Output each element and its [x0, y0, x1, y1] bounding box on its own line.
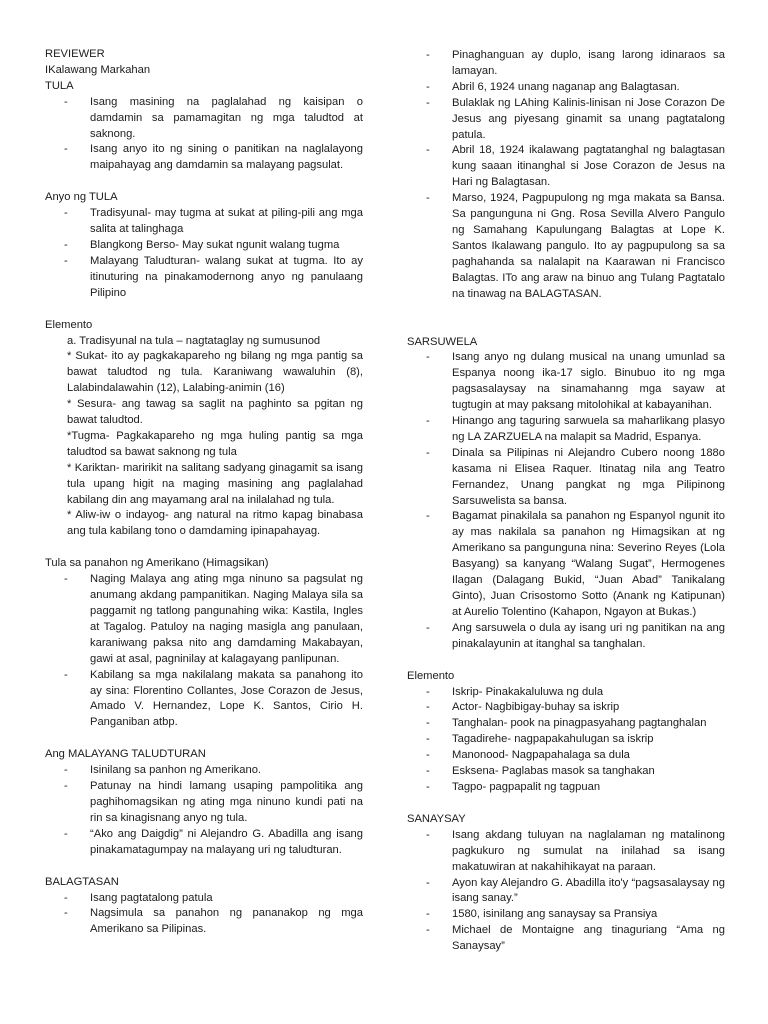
- list-item: - Malayang Taludturan- walang sukat at tugma. Ito ay itinuturing na pinakamodernong anyo ng panulaang Pilipino: [45, 254, 363, 302]
- sanaysay-list: [407, 828, 725, 955]
- list-item: - “Ako ang Daigdig” ni Alejandro G. Abadilla ang isang pinakamatagumpay na malayang uri ng taludturan.: [45, 827, 363, 859]
- list-item: - Hinango ang taguring sarwuela sa maharlikang plasyo ng LA ZARZUELA na malapit sa Madrid, Espanya.: [407, 414, 725, 446]
- list-item: - Isang akdang tuluyan na naglalaman ng matalinong pagkukuro ng sumulat na inilahad sa isang makatuwiran at nakahihikayat na paraan.: [407, 828, 725, 876]
- quarter-label: IKalawang Markahan: [45, 63, 151, 76]
- balagtasan-list: [45, 891, 363, 939]
- elemento-line: *Tugma- Pagkakapareho ng mga huling pantig sa mga taludtod sa bawat saknong ng tula: [67, 429, 363, 458]
- list-item: - Abril 6, 1924 unang naganap ang Balagtasan.: [407, 80, 725, 96]
- elemento-line: * Sesura- ang tawag sa saglit na paghinto sa pgitan ng bawat taludtod.: [67, 398, 363, 427]
- list-item: - Pinaghanguan ay duplo, isang larong idinaraos sa lamayan.: [407, 48, 725, 80]
- list-item: - 1580, isinilang ang sanaysay sa Pransiya: [407, 907, 725, 923]
- list-item: - Esksena- Paglabas masok sa tanghakan: [407, 764, 725, 780]
- list-item: - Marso, 1924, Pagpupulong ng mga makata sa Bansa. Sa pangunguna ni Gng. Rosa Sevilla Alvero Pangulo ng Samahang Kapulungang Balagtas at Lope K. Santos Ikalawang pangulo. Ito ay pagpupulong sa sa paghahanda sa nalalapit na Kaarawan ni Francisco Balagtas. ITo ang araw na binuo ang Tulang Pagtatalo na tinawag na BALAGTASAN.: [407, 191, 725, 302]
- document-title: REVIEWER: [45, 48, 105, 60]
- elemento-heading: Elemento: [45, 318, 93, 331]
- list-item: - Ang sarsuwela o dula ay isang uri ng panitikan na ang pinakalayunin at itanghal sa tanghalan.: [407, 621, 725, 653]
- list-item: - Isinilang sa panhon ng Amerikano.: [45, 763, 363, 779]
- list-item: - Tagpo- pagpapalit ng tagpuan: [407, 780, 725, 796]
- elemento-dula-list: [407, 685, 725, 796]
- list-item: - Bagamat pinakilala sa panahon ng Espanyol ngunit ito ay mas nakilala sa panahon ng Himagsikan at ng Amerikano sa pangunguna nina: Severino Reyes (Lola Basyang) sa kanyang “Walang Sugat”, Hermogenes Ilagan (Dalagang Bukid, “Juan Abad” Tanikalang Ginto), Juan Crisostomo Sotto (Anank ng Katipunan) at Aurelio Tolentino (Kahapon, Ngayon at Bukas.): [407, 509, 725, 620]
- anyo-list: [45, 206, 363, 301]
- sarsuwela-heading: SARSUWELA: [407, 335, 478, 348]
- list-item: - Ayon kay Alejandro G. Abadilla ito'y “pagsasalaysay ng isang sanay.”: [407, 876, 725, 908]
- elemento-line: * Aliw-iw o indayog- ang natural na ritmo kapag binabasa ang tula kabilang tono o damdaming ipinapahayag.: [67, 509, 363, 538]
- anyo-heading: Anyo ng TULA: [45, 191, 118, 204]
- list-item: - Abril 18, 1924 ikalawang pagtatanghal ng balagtasan kung saaan itinanghal si Jose Corazon de Jesus na Hari ng Balagtasan.: [407, 143, 725, 191]
- list-item: - Tanghalan- pook na pinagpasyahang pagtanghalan: [407, 716, 725, 732]
- list-item: - Isang anyo ito ng sining o panitikan na naglalayong maipahayag ang damdamin sa malayang pagsulat.: [45, 142, 363, 174]
- list-item: - Iskrip- Pinakakaluluwa ng dula: [407, 685, 725, 701]
- elemento-block: [45, 334, 363, 541]
- malaya-heading: Ang MALAYANG TALUDTURAN: [45, 748, 206, 761]
- list-item: - Manonood- Nagpapahalaga sa dula: [407, 748, 725, 764]
- right-column: [407, 48, 725, 955]
- tula-list: [45, 95, 363, 175]
- balagtasan-continued-list: [407, 48, 725, 303]
- elemento-line: * Kariktan- maririkit na salitang sadyang ginagamit sa isang tula upang higit na maging masining ang paglalahad kabilang din ang mayamang aral na inilalahad ng tula.: [67, 461, 363, 506]
- tula-heading: TULA: [45, 79, 74, 92]
- elemento-line: * Sukat- ito ay pagkakapareho ng bilang ng mga pantig sa bawat taludtod ng tula. Karaniwang wawaluhin (8), Lalabindalawahin (12), Lalabing-animin (16): [67, 350, 363, 395]
- sarsuwela-list: [407, 350, 725, 652]
- list-item: - Isang pagtatalong patula: [45, 891, 363, 907]
- list-item: - Isang masining na paglalahad ng kaisipan o damdamin sa pamamagitan ng mga taludtod at saknong.: [45, 95, 363, 143]
- elemento-line: a. Tradisyunal na tula – nagtataglay ng sumusunod: [67, 334, 321, 347]
- list-item: - Bulaklak ng LAhing Kalinis-linisan ni Jose Corazon De Jesus ang piyesang ginamit sa unang pagtatalong patula.: [407, 96, 725, 144]
- list-item: - Tagadirehe- nagpapakahulugan sa iskrip: [407, 732, 725, 748]
- left-column: [45, 47, 363, 938]
- list-item: - Actor- Nagbibigay-buhay sa iskrip: [407, 700, 725, 716]
- list-item: - Dinala sa Pilipinas ni Alejandro Cubero noong 188o kasama ni Elisea Raquer. Itinatag nila ang Teatro Fernandez, Unang pangkat ng mga Pilipinong Sarsuwelista sa bansa.: [407, 446, 725, 510]
- balagtasan-heading: BALAGTASAN: [45, 875, 119, 888]
- list-item: - Nagsimula sa panahon ng pananakop ng mga Amerikano sa Pilipinas.: [45, 906, 363, 938]
- list-item: - Patunay na hindi lamang usaping pampolitika ang paghihomagsikan ng ating mga ninuno kundi pati na rin sa kinagisnang anyo ng tula.: [45, 779, 363, 827]
- list-item: - Tradisyunal- may tugma at sukat at piling-pili ang mga salita at talinghaga: [45, 206, 363, 238]
- elemento-dula-heading: Elemento: [407, 669, 455, 682]
- list-item: - Kabilang sa mga nakilalang makata sa panahong ito ay sina: Florentino Collantes, Jose Corazon de Jesus, Amado V. Hernandez, Lope K. Santos, Cirio H. Panganiban atbp.: [45, 668, 363, 732]
- list-item: - Michael de Montaigne ang tinaguriang “Ama ng Sanaysay”: [407, 923, 725, 955]
- amerikano-list: [45, 572, 363, 731]
- list-item: - Naging Malaya ang ating mga ninuno sa pagsulat ng anumang akdang pampanitikan. Naging Malaya sila sa paggamit ng tatlong pangunahing wika: Kastila, Ingles at Tagalog. Patuloy na naging masigla ang panulaan, karaniwang paksa nito ang damdaming Makabayan, gawi at asal, pagninilay at kalagayang panlipunan.: [45, 572, 363, 667]
- sanaysay-heading: SANAYSAY: [407, 812, 466, 825]
- amerikano-heading: Tula sa panahon ng Amerikano (Himagsikan): [45, 557, 269, 570]
- malaya-list: [45, 763, 363, 858]
- list-item: - Isang anyo ng dulang musical na unang umunlad sa Espanya noong ika-17 siglo. Binubuo ito ng mga pagsasalaysay na sinamahanng mga sayaw at tugtugin at may paksang mitolohikal at kabayanihan.: [407, 350, 725, 414]
- list-item: - Blangkong Berso- May sukat ngunit walang tugma: [45, 238, 363, 254]
